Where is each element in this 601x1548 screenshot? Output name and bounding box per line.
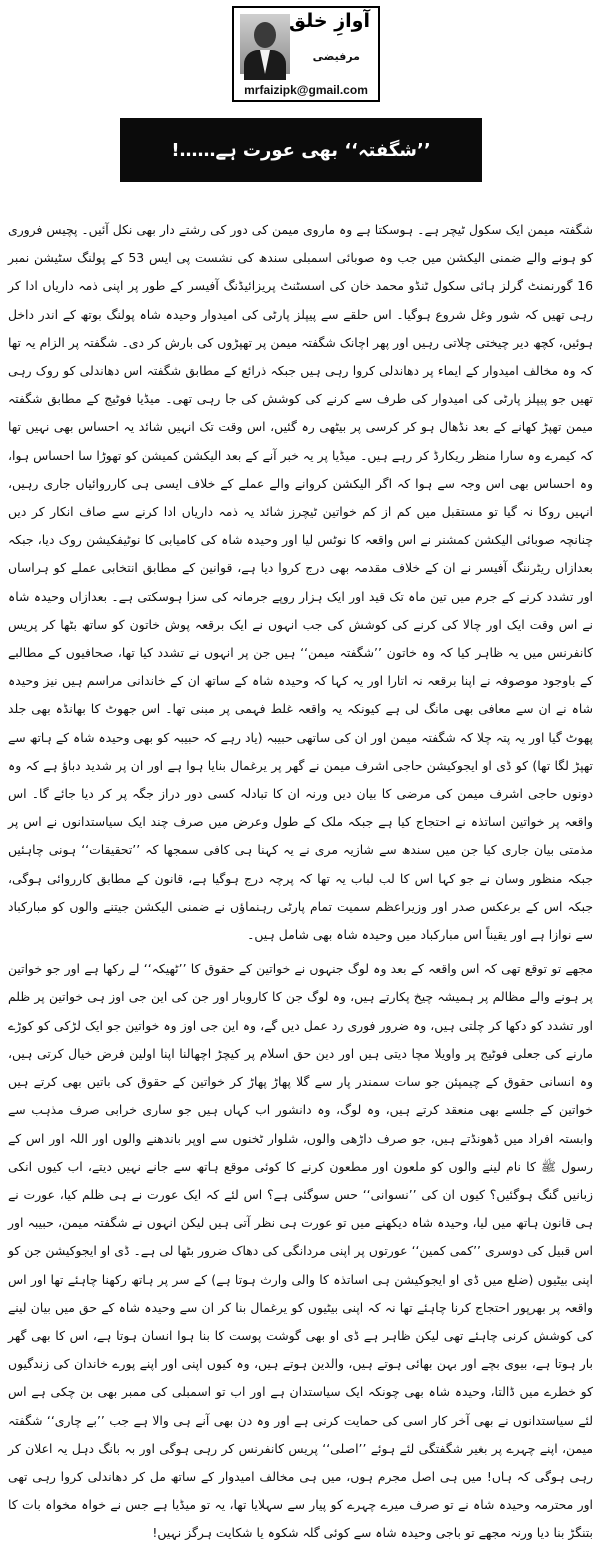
author-photo-head bbox=[254, 22, 276, 48]
author-email: mrfaizipk@gmail.com bbox=[244, 83, 368, 97]
article-paragraph-1: شگفتہ میمن ایک سکول ٹیچر ہے۔ ہوسکتا ہے وہ ماروی میمن کی دور کی رشتے دار بھی نکل آئیں۔ پچیس فروری کو ہونے والے ضمنی الیکشن میں جب وہ صوبائی اسمبلی سندھ کی نشست پی ایس 53 کے پولنگ سٹیشن نمبر 16 گورنمنٹ گرلز ہائی سکول ٹنڈو محمد خان کی اسسٹنٹ پریزائیڈنگ آفیسر کے طور پر اپنی ذمہ داریاں ادا کر رہی تھیں کہ شور وغل شروع ہوگیا۔ اس حلقے سے پیپلز پارٹی کی امیدوار وحیدہ شاہ پولنگ بوتھ کے اندر داخل ہوئیں، کچھ دیر چیختی چلاتی رہیں اور پھر اچانک شگفتہ میمن پر تھپڑوں کی بارش کر دی۔ شگفتہ پر الزام یہ تھا کہ وہ مخالف امیدوار کے ایماء پر دھاندلی کروا رہی ہیں جبکہ ذرائع کے مطابق شگفتہ اس دھاندلی کو روک رہی تھیں جو پیپلز پارٹی کی امیدوار کی طرف سے کرنے کی کوشش کی جا رہی تھی۔ میڈیا فوٹیج کے مطابق شگفتہ میمن تھپڑ کھانے کے بعد نڈھال ہو کر کرسی پر بیٹھی رہ گئیں، اس وقت تک انہیں شائد یہ احساس بھی نہیں تھا کہ کیمرے وہ سارا منظر ریکارڈ کر رہے ہیں۔ میڈیا پر یہ خبر آنے کے بعد الیکشن کمیشن کو تھوڑا سا احساس ہوا، وہ احساس بھی اس وجہ سے ہوا کہ اگر الیکشن کروانے والے عملے کے خلاف ایسی ہی کارروائیاں جاری رہیں، انہیں روکا نہ گیا تو مستقبل میں کم از کم خواتین ٹیچرز شائد یہ ذمہ داریاں ادا کرنے سے صاف انکار کر دیں چنانچہ صوبائی الیکشن کمشنر نے اس واقعہ کا نوٹس لیا اور وحیدہ شاہ کی کامیابی کا نوٹیفکیشن روک دیا، جبکہ بعدازاں ریٹرننگ آفیسر نے ان کے خلاف مقدمہ بھی درج کروا دیا ہے، قوانین کے مطابق انتخابی عملے کو ہراساں اور تشدد کرنے کے جرم میں تین ماہ تک قید اور ایک ہزار روپے جرمانہ کی سزا ہوسکتی ہے۔ بعدازاں وحیدہ شاہ نے اس وقت ایک اور چالا کی کرنے کی کوشش کی جب انہوں نے ایک برقعہ پوش خاتون کو ساتھ بٹھا کر پریس کانفرنس میں یہ ظاہر کیا کہ وہ خاتون ’’شگفتہ میمن‘‘ ہیں جن پر انہوں نے تشدد کیا تھا، صحافیوں کے مطالبے کے باوجود موصوفہ نے اپنا برقعہ نہ اتارا اور یہ کہا کہ وحیدہ شاہ کے ساتھ ان کے خاندانی مراسم ہیں نیز وحیدہ شاہ نے ان سے معافی بھی مانگ لی ہے کیونکہ یہ واقعہ غلط فہمی پر مبنی تھا۔ اس جھوٹ کا بھانڈہ بھی جلد پھوٹ گیا اور یہ پتہ چلا کہ شگفتہ میمن اور ان کی ساتھی حبیبہ (یاد رہے کہ حبیبہ کو بھی وحیدہ شاہ کے ہاتھ سے تھپڑ لگا تھا) کو ڈی او ایجوکیشن حاجی اشرف میمن نے گھر پر یرغمال بنایا ہوا ہے اور ان پر شدید دباؤ ہے کہ وہ دونوں حاجی اشرف میمن کی مرضی کا بیان دیں ورنہ ان کا تبادلہ کسی دور دراز جگہ پر کر دیا جائے گا۔ اس واقعہ پر خواتین اساتذہ نے احتجاج کیا ہے جبکہ ملک کے طول وعرض میں صرف چند ایک سیاستدانوں نے اس پر مذمتی بیان جاری کیا جن میں سندھ سے شازیہ مری نے یہ کہنا ہی کافی سمجھا کہ ’’تحقیقات‘‘ ہونی چاہئیں جبکہ منظور وسان نے جو کہا اس کا لب لباب یہ تھا کہ پرچہ درج ہوگیا ہے، قانون کے مطابق کارروائی ہوگی، جبکہ اس کے برعکس صدر اور وزیراعظم سمیت تمام پارٹی رہنماؤں نے ضمنی الیکشن جیتنے والوں کو مبارکباد سے نوازا ہے اور یقیناً اس مبارکباد میں وحیدہ شاہ بھی شامل ہیں۔ bbox=[8, 222, 593, 943]
author-photo bbox=[240, 14, 290, 74]
column-masthead bbox=[232, 6, 380, 102]
column-name: آوازِ خلق bbox=[289, 10, 370, 32]
article-paragraph-2: مجھے تو توقع تھی کہ اس واقعہ کے بعد وہ لوگ جنہوں نے خواتین کے حقوق کا ’’ٹھیکہ‘‘ لے رکھا ہے اور جو خواتین پر ہونے والے مظالم پر ہمیشہ چیخ پکارتے ہیں، وہ لوگ جن کا کاروبار اور جن کی این جی اوز ہی خواتین پر ظلم اور تشدد کو دکھا کر چلتی ہیں، وہ ضرور فوری رد عمل دیں گے، وہ این جی اوز وہ خواتین جو ایک لڑکی کو کوڑے مارنے کی جعلی فوٹیج پر واویلا مچا دیتی ہیں اور دین حق اسلام پر کیچڑ اچھالنا اپنا اولین فرض خیال کرتی ہیں، وہ انسانی حقوق کے چیمپئن جو سات سمندر پار سے گلا پھاڑ پھاڑ کر خواتین کے حقوق کی باتیں بھی کرتے ہیں خواتین کے جلسے بھی منعقد کرتے ہیں، وہ لوگ، وہ دانشور اب کہاں ہیں جو ساری خرابی صرف مذہب سے وابستہ افراد میں ڈھونڈتے ہیں، جو صرف داڑھی والوں، شلوار ٹخنوں سے اوپر باندھنے والوں اور اللہ اور اس کے رسول ﷺ کا نام لینے والوں کو ملعون اور مطعون کرنے کا کوئی موقع ہاتھ سے جانے نہیں دیتے، اب کیوں انکی زبانیں گنگ ہوگئیں؟ کیوں ان کی ’’نسوانی‘‘ حس سوگئی ہے؟ اس لئے کہ ایک عورت نے ہی ظلم کیا، عورت نے ہی قانون ہاتھ میں لیا، وحیدہ شاہ دیکھنے میں تو عورت ہی نظر آتی ہیں لیکن انہوں نے شگفتہ میمن، حبیبہ اور اس قبیل کی دوسری ’’کمی کمین‘‘ عورتوں پر اپنی مردانگی کی دھاک ضرور بٹھا لی ہے۔ ڈی او ایجوکیشن جن کو اپنی بیٹیوں (ضلع میں ڈی او ایجوکیشن ہی اساتذہ کا والی وارث ہوتا ہے) کے سر پر ہاتھ رکھنا چاہئے تھا اور اس واقعہ پر بھرپور احتجاج کرنا چاہئے تھا نہ کہ اپنی بیٹیوں کو یرغمال بنا کر ان سے وحیدہ شاہ کے حق میں بیان لینے کی کوشش کرنی چاہئے تھی لیکن ظاہر ہے ڈی او بھی گوشت پوست کا بنا ہوا انسان ہوتا ہے، اس کا بھی گھر بار ہوتا ہے، بیوی بچے اور بہن بھائی ہوتے ہیں، والدین ہوتے ہیں، وہ کیوں اپنی اور اپنے پورے خاندان کی زندگیوں کو خطرے میں ڈالتا، وحیدہ شاہ بھی چونکہ ایک سیاستدان ہے اور اب تو اسمبلی کی ممبر بھی بن چکی ہے اس لئے سیاستدانوں نے بھی آخر کار اسی کی حمایت کرنی ہے اور وہ دن بھی آنے ہی والا ہے جب ’’بے چاری‘‘ شگفتہ میمن، اپنے چہرے پر بغیر شگفتگی لئے ہوئے ’’اصلی‘‘ پریس کانفرنس کر رہی ہوگی اور بہ بانگ دہل یہ اعلان کر رہی ہوگی کہ ہاں! میں ہی اصل مجرم ہوں، میں ہی مخالف امیدوار کے ساتھ مل کر دھاندلی کروا رہی تھی اور محترمہ وحیدہ شاہ نے تو صرف میرے چہرے کو پیار سے سہلایا تھا، یہ تو میڈیا ہے جس نے خواہ مخواہ بات کا بتنگڑ بنا دیا ورنہ مجھے تو باجی وحیدہ شاہ سے کوئی گلہ شکوہ یا شکایت ہرگز نہیں! bbox=[8, 961, 593, 1541]
article-body bbox=[8, 216, 593, 1541]
author-name: مرفیضی bbox=[312, 50, 360, 63]
article-headline: ’’شگفتہ‘‘ بھی عورت ہے……! bbox=[120, 118, 482, 182]
